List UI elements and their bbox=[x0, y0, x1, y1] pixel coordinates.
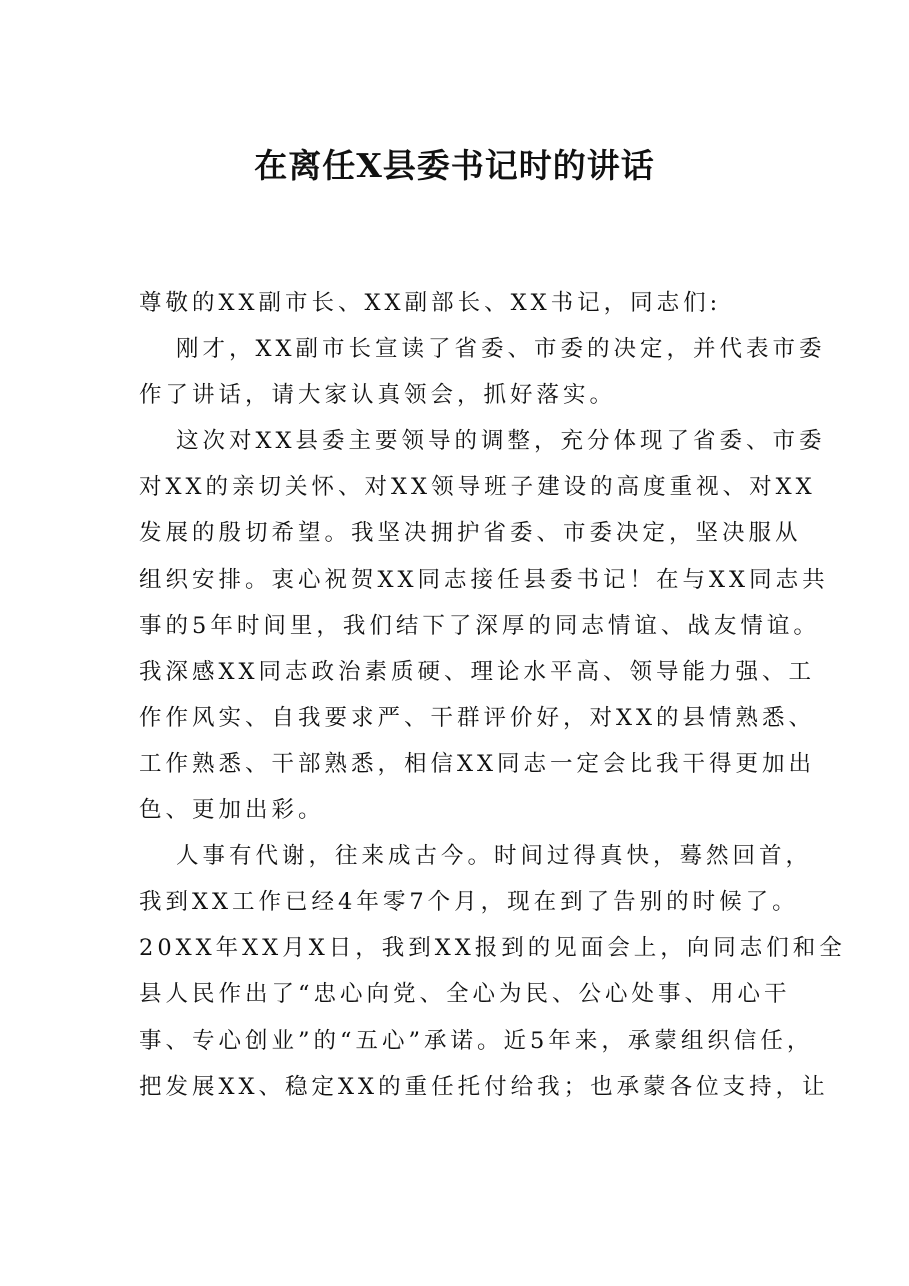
paragraph-line: 组织安排。衷心祝贺XX同志接任县委书记！在与XX同志共 bbox=[139, 566, 829, 593]
paragraph-line: 我深感XX同志政治素质硬、理论水平高、领导能力强、工 bbox=[139, 658, 816, 685]
paragraph-line: 县人民作出了“忠心向党、全心为民、公心处事、用心干 bbox=[139, 981, 791, 1008]
paragraph-line: 发展的殷切希望。我坚决拥护省委、市委决定，坚决服从 bbox=[139, 520, 802, 547]
paragraph-line: 对XX的亲切关怀、对XX领导班子建设的高度重视、对XX bbox=[139, 474, 816, 501]
paragraph-line: 把发展XX、稳定XX的重任托付给我；也承蒙各位支持，让 bbox=[139, 1073, 829, 1100]
paragraph-line: 20XX年XX月X日，我到XX报到的见面会上，向同志们和全 bbox=[139, 935, 846, 962]
paragraph-line: 我到XX工作已经4年零7个月，现在到了告别的时候了。 bbox=[139, 889, 799, 916]
paragraph-line: 这次对XX县委主要领导的调整，充分体现了省委、市委 bbox=[176, 428, 826, 455]
document-body bbox=[139, 280, 846, 1110]
paragraph-line: 色、更加出彩。 bbox=[139, 797, 325, 824]
paragraph-line: 事、专心创业”的“五心”承诺。近5年来，承蒙组织信任， bbox=[139, 1027, 814, 1054]
paragraph-line: 工作熟悉、干部熟悉，相信XX同志一定会比我干得更加出 bbox=[139, 750, 816, 777]
salutation-line: 尊敬的XX副市长、XX副部长、XX书记，同志们: bbox=[139, 290, 722, 316]
paragraph-line: 事的5年时间里，我们结下了深厚的同志情谊、战友情谊。 bbox=[139, 612, 820, 639]
paragraph-line: 人事有代谢，往来成古今。时间过得真快，蓦然回首， bbox=[176, 843, 813, 870]
document-title: 在离任X县委书记时的讲话 bbox=[254, 146, 655, 185]
paragraph-line: 刚才，XX副市长宣读了省委、市委的决定，并代表市委 bbox=[176, 336, 826, 363]
paragraph-line: 作作风实、自我要求严、干群评价好，对XX的县情熟悉、 bbox=[139, 704, 816, 731]
paragraph-line: 作了讲话，请大家认真领会，抓好落实。 bbox=[139, 382, 617, 409]
